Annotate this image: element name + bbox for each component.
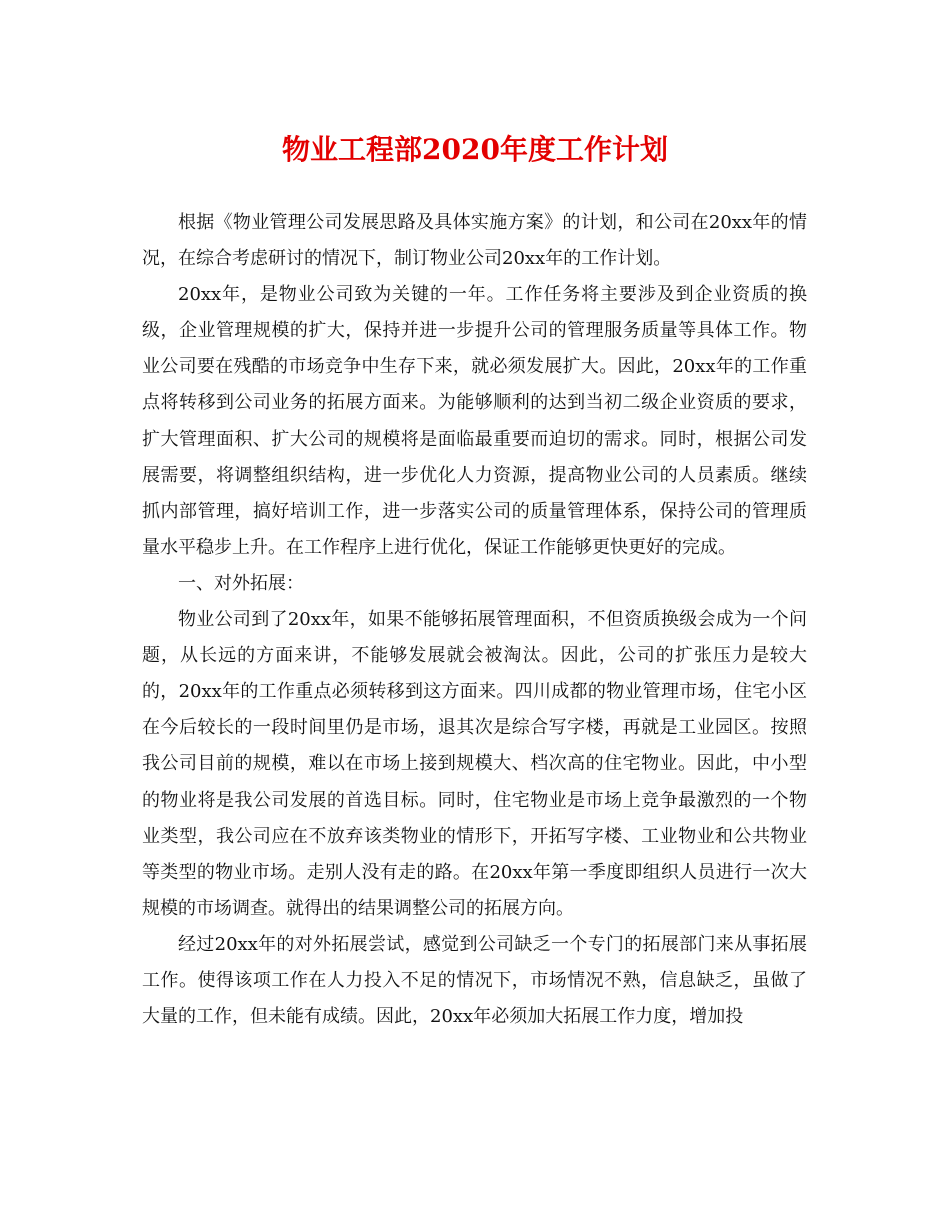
paragraph-expansion-department: 经过20xx年的对外拓展尝试，感觉到公司缺乏一个专门的拓展部门来从事拓展工作。使得该项工作在人力投入不足的情况下，市场情况不熟，信息缺乏，虽做了大量的工作，但未能有成绩。因此，20xx年必须加大拓展工作力度，增加投 bbox=[142, 933, 807, 1028]
document-body bbox=[142, 205, 807, 1035]
section-heading-external-expansion: 一、对外拓展： bbox=[178, 572, 304, 594]
paragraph-intro: 根据《物业管理公司发展思路及具体实施方案》的计划，和公司在20xx年的情况，在综合考虑研讨的情况下，制订物业公司20xx年的工作计划。 bbox=[142, 212, 807, 270]
paragraph-expansion-market: 物业公司到了20xx年，如果不能够拓展管理面积，不但资质换级会成为一个问题，从长远的方面来讲，不能够发展就会被淘汰。因此，公司的扩张压力是较大的，20xx年的工作重点必须转移到这方面来。四川成都的物业管理市场，住宅小区在今后较长的一段时间里仍是市场，退其次是综合写字楼，再就是工业园区。按照我公司目前的规模，难以在市场上接到规模大、档次高的住宅物业。因此，中小型的物业将是我公司发展的首选目标。同时，住宅物业是市场上竞争最激烈的一个物业类型，我公司应在不放弃该类物业的情形下，开拓写字楼、工业物业和公共物业等类型的物业市场。走别人没有走的路。在20xx年第一季度即组织人员进行一次大规模的市场调查。就得出的结果调整公司的拓展方向。 bbox=[142, 609, 807, 919]
paragraph-overview: 20xx年，是物业公司致为关键的一年。工作任务将主要涉及到企业资质的换级，企业管理规模的扩大，保持并进一步提升公司的管理服务质量等具体工作。物业公司要在残酷的市场竞争中生存下来，就必须发展扩大。因此，20xx年的工作重点将转移到公司业务的拓展方面来。为能够顺利的达到当初二级企业资质的要求，扩大管理面积、扩大公司的规模将是面临最重要而迫切的需求。同时，根据公司发展需要，将调整组织结构，进一步优化人力资源，提高物业公司的人员素质。继续抓内部管理，搞好培训工作，进一步落实公司的质量管理体系，保持公司的管理质量水平稳步上升。在工作程序上进行优化，保证工作能够更快更好的完成。 bbox=[142, 284, 807, 558]
document-title: 物业工程部2020年度工作计划 bbox=[282, 133, 668, 166]
